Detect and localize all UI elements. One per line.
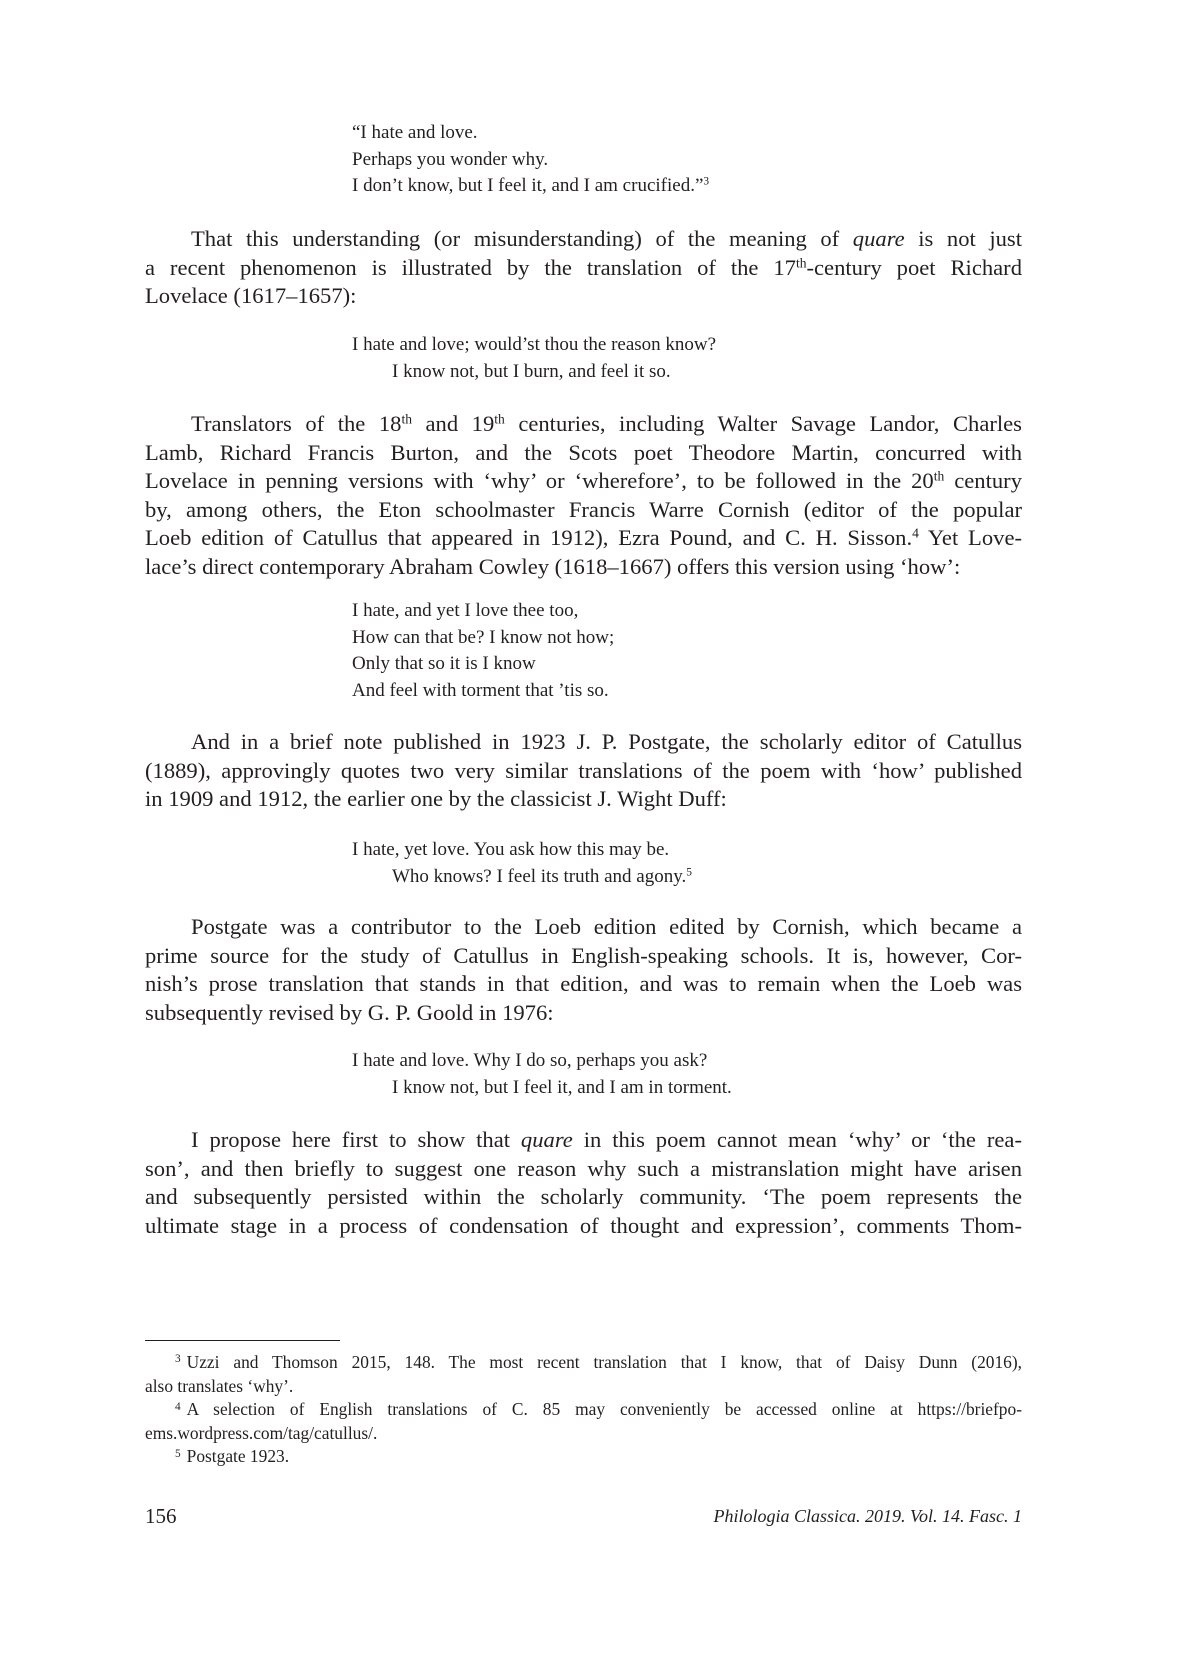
paragraph-5 [145,1126,1022,1240]
footnote-3 [145,1351,1022,1375]
paragraph-line: subsequently revised by G. P. Goold in 1976: [145,999,554,1025]
paragraph-line: in 1909 and 1912, the earlier one by the classicist J. Wight Duff: [145,786,727,812]
verse-quote-1 [352,120,709,200]
verse-line: I hate and love. Why I do so, perhaps you ask? [352,1050,708,1071]
text-run: and 19 [411,411,495,436]
paragraph-line [145,225,1022,254]
verse-line [352,173,709,200]
text-run: I propose here first to show that [191,1127,510,1152]
verse-line: And feel with torment that ’tis so. [352,679,609,701]
paragraph-line: by, among others, the Eton schoolmaster Francis Warre Cornish (editor of the popular [145,496,1022,522]
text-run: Translators of the 18 [191,411,402,436]
paragraph-line: ultimate stage in a process of condensation of thought and expression’, comments Thom- [145,1212,1022,1238]
superscript: th [933,468,945,484]
footnote-number: 3 [175,1353,181,1366]
footnote-5 [145,1445,1022,1469]
footnote-ref-5: 5 [686,866,692,879]
paragraph-line: (1889), approvingly quotes two very similar translations of the poem with ‘how’ published [145,757,1022,783]
paragraph-line: nish’s prose translation that stands in that edition, and was to remain when the Loeb was [145,971,1022,997]
paragraph-line: prime source for the study of Catullus in English-speaking schools. It is, however, Cor- [145,942,1022,968]
verse-quote-4 [352,837,692,890]
text-run: That this understanding (or misunderstanding) of the meaning of [191,226,840,251]
verse-quote-3 [352,598,614,704]
verse-line: “I hate and love. [352,122,478,143]
text-run: Loeb edition of Catullus that appeared in 1912), Ezra Pound, and C. H. Sisson. [145,525,913,551]
paragraph-line: Lamb, Richard Francis Burton, and the Scots poet Theodore Martin, concurred with [145,439,1022,465]
paragraph-line: Lovelace (1617–1657): [145,283,357,309]
paragraph-line [145,524,1022,553]
footnote-3-cont: also translates ‘why’. [145,1375,294,1396]
superscript: th [494,411,505,427]
superscript: th [401,411,412,427]
text-run: century [944,468,1022,494]
footnote-ref-4: 4 [912,525,919,541]
footnote-text: Uzzi and Thomson 2015, 148. The most recent translation that I know, that of Daisy Dunn (2016), [186,1352,1022,1372]
verse-line: I hate and love; would’st thou the reason know? [352,334,717,355]
emphasis-quare: quare [852,226,905,251]
journal-running-footer: Philologia Classica. 2019. Vol. 14. Fasc. 1 [713,1506,1022,1526]
text-run: Lovelace in penning versions with ‘why’ or ‘wherefore’, to be followed in the 20 [145,468,934,494]
paragraph-line: lace’s direct contemporary Abraham Cowley (1618–1667) offers this version using ‘how’: [145,553,961,579]
emphasis-quare: quare [520,1127,573,1152]
verse-line: I know not, but I burn, and feel it so. [392,360,671,382]
paragraph-2 [145,410,1022,582]
paragraph-3 [145,728,1022,814]
verse-line: Only that so it is I know [352,653,536,674]
verse-line [352,864,692,891]
paragraph-4 [145,913,1022,1027]
verse-line-text: Who knows? I feel its truth and agony. [392,865,687,887]
paragraph-1 [145,225,1022,311]
text-run: -century poet Richard [806,254,1022,280]
footnotes [145,1351,1022,1469]
verse-line: I hate, and yet I love thee too, [352,600,579,621]
footnote-text: A selection of English translations of C. 85 may conveniently be accessed online at https://briefpo- [186,1399,1022,1420]
verse-quote-5 [352,1048,732,1101]
footnote-number: 4 [175,1400,181,1413]
footnote-text: Postgate 1923. [186,1446,290,1467]
text-run: a recent phenomenon is illustrated by the translation of the 17 [145,254,796,280]
text-run: is not just [918,226,1022,251]
footnote-number: 5 [175,1447,181,1460]
text-run: in this poem cannot mean ‘why’ or ‘the rea- [583,1127,1022,1152]
superscript: th [795,255,807,271]
footnote-ref-3: 3 [703,175,710,188]
footnote-separator [145,1340,340,1341]
verse-quote-2 [352,332,716,385]
paragraph-line [145,254,1022,283]
paragraph-line [145,1126,1022,1155]
paragraph-line [145,467,1022,496]
paragraph-line: son’, and then briefly to suggest one reason why such a mistranslation might have arisen [145,1155,1022,1181]
text-run: Yet Love- [918,525,1023,551]
page-number: 156 [145,1504,177,1528]
footnote-4-cont: ems.wordpress.com/tag/catullus/. [145,1422,378,1443]
verse-line: I hate, yet love. You ask how this may be. [352,839,670,860]
paragraph-line: and subsequently persisted within the scholarly community. ‘The poem represents the [145,1184,1022,1210]
paragraph-line: Postgate was a contributor to the Loeb edition edited by Cornish, which became a [191,914,1022,939]
verse-line: I know not, but I feel it, and I am in torment. [392,1076,732,1098]
paragraph-line: And in a brief note published in 1923 J. P. Postgate, the scholarly editor of Catullus [191,729,1022,754]
verse-line: Perhaps you wonder why. [352,148,549,170]
paragraph-line [145,410,1022,439]
footnote-4 [145,1398,1022,1422]
text-run: centuries, including Walter Savage Landor, Charles [504,411,1022,436]
verse-line-text: I don’t know, but I feel it, and I am crucified.” [352,175,704,196]
verse-line: How can that be? I know not how; [352,626,615,648]
